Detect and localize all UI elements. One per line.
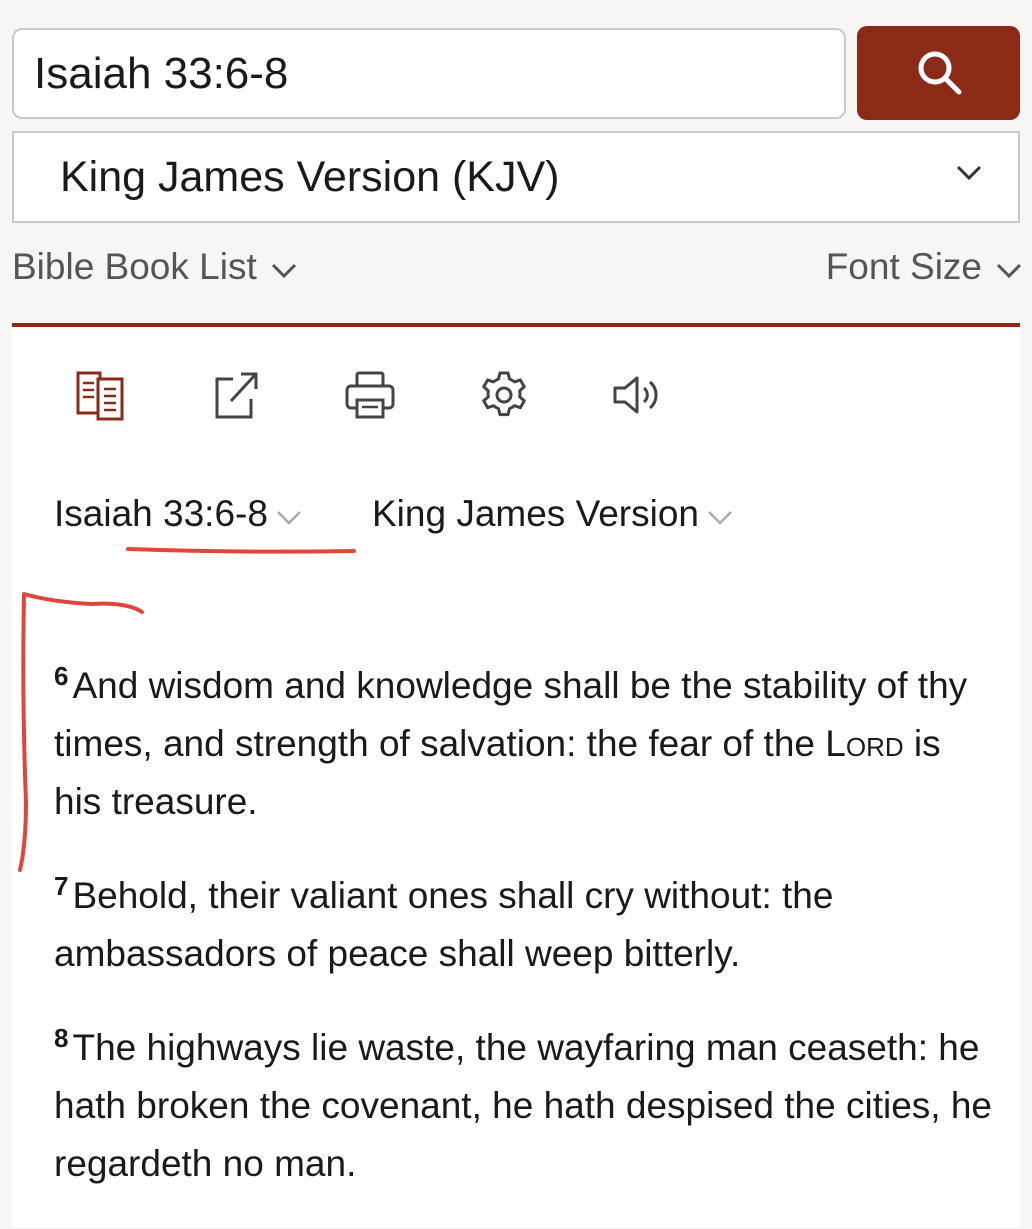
search-button[interactable] — [857, 26, 1020, 120]
audio-icon[interactable] — [610, 367, 666, 423]
verse-7 — [54, 867, 994, 983]
passage-reference-label: Isaiah 33:6-8 — [54, 493, 268, 534]
font-size-toggle[interactable] — [826, 246, 1022, 288]
verse-text: Behold, their valiant ones shall cry without: the ambassadors of peace shall weep bitterly. — [54, 875, 834, 974]
bible-book-list-toggle[interactable] — [12, 246, 297, 288]
search-icon — [915, 48, 963, 99]
passage-version-dropdown[interactable] — [372, 493, 733, 535]
chevron-down-icon — [956, 165, 982, 186]
version-select-value: King James Version (KJV) — [60, 152, 560, 201]
version-select[interactable] — [12, 131, 1020, 223]
passage-search-input[interactable] — [12, 28, 846, 119]
verse-number: 7 — [54, 870, 69, 901]
verse-list — [54, 657, 994, 1229]
verse-number: 6 — [54, 660, 69, 691]
settings-icon[interactable] — [476, 367, 532, 423]
passage-panel — [12, 323, 1020, 1227]
print-icon[interactable] — [342, 367, 398, 423]
chevron-down-icon — [271, 246, 297, 288]
verse-6 — [54, 657, 994, 831]
font-size-label: Font Size — [825, 246, 982, 287]
chevron-down-icon — [707, 493, 733, 535]
passage-reference-dropdown[interactable] — [54, 493, 302, 535]
bible-book-list-label: Bible Book List — [12, 246, 257, 287]
passage-version-label: King James Version — [372, 493, 700, 534]
chevron-down-icon — [276, 493, 302, 535]
verse-text: is his treasure. — [54, 723, 941, 822]
verse-text: The highways lie waste, the wayfaring man ceaseth: he hath broken the covenant, he hath despised the cities, he regardeth no man. — [54, 1027, 992, 1184]
underline-annotation — [122, 541, 362, 557]
verse-number: 8 — [54, 1022, 69, 1053]
divine-name: Lord — [825, 723, 904, 764]
parallel-view-icon[interactable] — [72, 367, 128, 423]
verse-8 — [54, 1019, 994, 1193]
share-icon[interactable] — [208, 367, 264, 423]
chevron-down-icon — [996, 246, 1022, 288]
verse-text: And wisdom and knowledge shall be the stability of thy times, and strength of salvation: the fear of the — [54, 665, 968, 764]
